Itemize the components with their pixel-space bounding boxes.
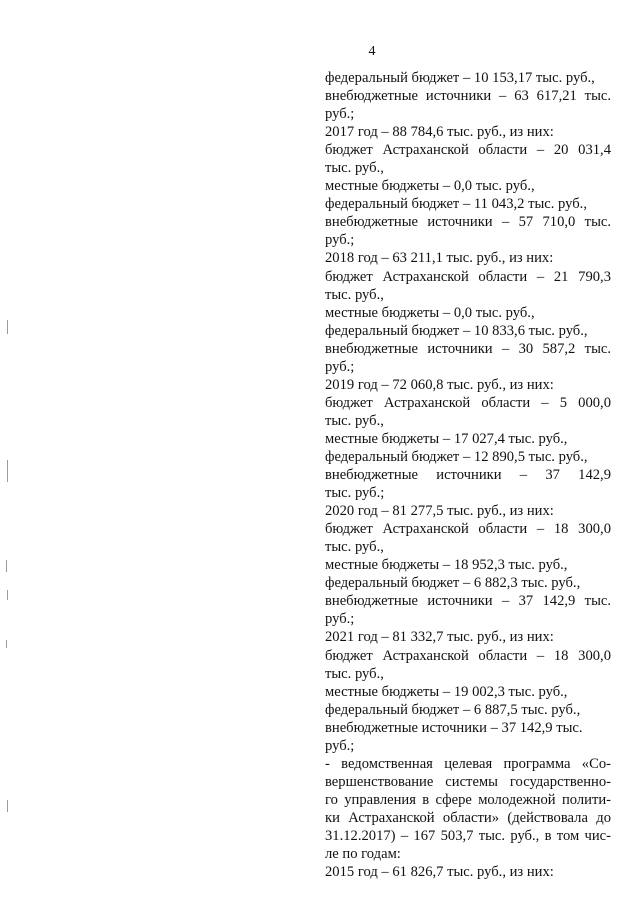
text-line: федеральный бюджет – 10 153,17 тыс. руб., [325,70,595,86]
text-line: руб.; [325,232,355,249]
text-line: - ведомственная целевая программа «Со- [325,755,611,772]
scan-margin-mark [7,590,8,600]
text-line: бюджет Астраханской области – 20 031,4 [325,142,611,159]
scan-margin-mark [6,640,7,648]
text-line: внебюджетные источники – 37 142,9 тыс. [325,719,583,736]
text-line: федеральный бюджет – 6 882,3 тыс. руб., [325,575,581,592]
text-line: ле по годам: [325,846,401,863]
text-line: руб.; [325,611,355,628]
text-line: федеральный бюджет – 12 890,5 тыс. руб., [325,448,588,465]
text-line: руб.; [325,106,355,123]
text-line: 2018 год – 63 211,1 тыс. руб., из них: [325,250,554,267]
text-line: 2021 год – 81 332,7 тыс. руб., из них: [325,629,554,646]
text-line: руб.; [325,737,355,754]
text-line: местные бюджеты – 0,0 тыс. руб., [325,178,535,195]
scan-margin-mark [6,560,7,572]
text-line: 2020 год – 81 277,5 тыс. руб., из них: [325,503,554,520]
text-line: тыс. руб., [325,160,384,177]
page-number: 4 [368,44,376,59]
text-line: местные бюджеты – 17 027,4 тыс. руб., [325,430,568,447]
text-line: го управления в сфере молодежной полити- [325,791,611,808]
text-line: внебюджетные источники – 57 710,0 тыс. [325,214,611,231]
text-line: тыс. руб., [325,665,384,682]
text-line: федеральный бюджет – 11 043,2 тыс. руб., [325,196,587,213]
text-line: бюджет Астраханской области – 18 300,0 [325,647,611,664]
text-line: тыс. руб.; [325,485,385,502]
text-line: федеральный бюджет – 10 833,6 тыс. руб., [325,322,588,339]
text-line: 2015 год – 61 826,7 тыс. руб., из них: [325,864,554,881]
text-line: руб.; [325,358,355,375]
text-line: внебюджетные источники – 30 587,2 тыс. [325,340,611,357]
text-line: внебюджетные источники – 63 617,21 тыс. [325,88,611,105]
text-line: тыс. руб., [325,539,384,556]
scan-margin-mark [7,800,8,812]
text-line: внебюджетные источники – 37 142,9 тыс. [325,593,611,610]
text-line: тыс. руб., [325,286,384,303]
text-line: бюджет Астраханской области – 5 000,0 [325,394,611,411]
text-line: местные бюджеты – 0,0 тыс. руб., [325,304,535,321]
scan-margin-mark [7,320,8,334]
text-line: 31.12.2017) – 167 503,7 тыс. руб., в том чис- [325,827,611,844]
text-line: бюджет Астраханской области – 18 300,0 [325,521,611,538]
text-line: тыс. руб., [325,412,384,429]
text-line: федеральный бюджет – 6 887,5 тыс. руб., [325,701,581,718]
body-text [325,69,611,881]
text-line: ки Астраханской области» (действовала до [325,809,611,826]
text-line: вершенствование системы государственно- [325,773,611,790]
text-line: бюджет Астраханской области – 21 790,3 [325,268,611,285]
text-line: 2019 год – 72 060,8 тыс. руб., из них: [325,376,554,393]
scan-margin-mark [7,460,8,482]
text-line: местные бюджеты – 18 952,3 тыс. руб., [325,557,568,574]
text-line: внебюджетные источники – 37 142,9 [325,467,611,484]
text-line: местные бюджеты – 19 002,3 тыс. руб., [325,683,568,700]
text-line: 2017 год – 88 784,6 тыс. руб., из них: [325,124,554,141]
